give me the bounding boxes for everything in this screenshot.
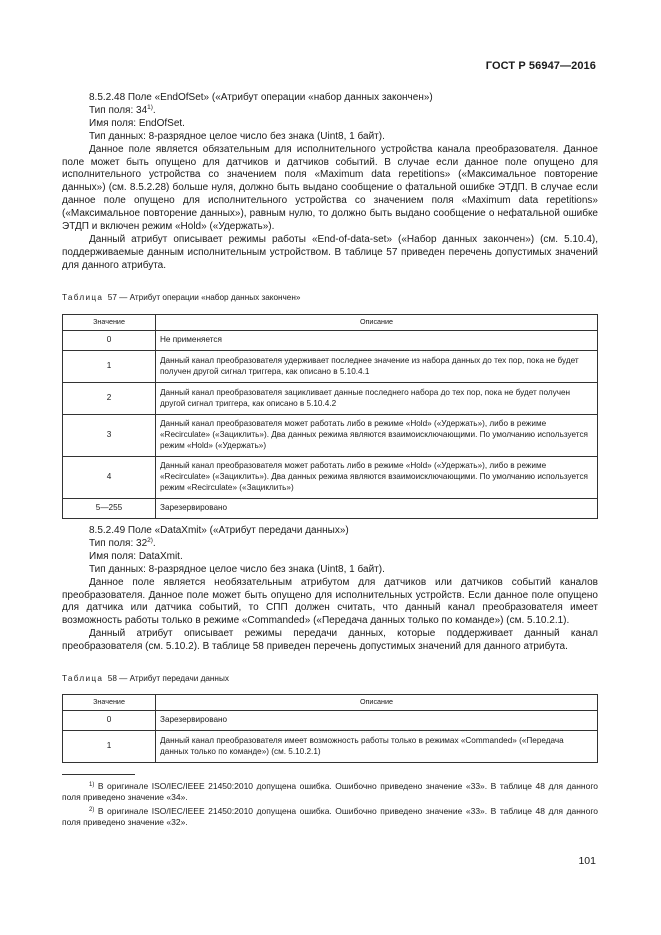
cell-value: 0 (63, 711, 156, 731)
cell-description: Зарезервировано (156, 711, 598, 731)
cell-value: 0 (63, 331, 156, 351)
paragraph: Данное поле является обязательным для исполнительного устройства канала преобразователя. Данное поле может быть опущено для датчиков и датчиков событий. В случае если данное поле опущено для исполнительного устройства со значением поля «Maximum data repetitions» («Максимальное повторение данных») (см. 8.5.2.28) больше нуля, должно быть выдано сообщение о фатальной ошибке ЭТДП. В случае если данное поле опущено для исполнительного устройства со значением поля «Maximum data repetitions» («Максимальное повторение данных»), равным нулю, то должно быть выдано сообщение о нефатальной ошибке ЭТДП и включен режим «Hold» («Удержать»). (62, 143, 598, 233)
column-header-description: Описание (156, 315, 598, 331)
table-57-caption: Таблица 57 — Атрибут операции «набор данных закончен» (62, 293, 301, 302)
footnote-ref: 2) (147, 536, 153, 544)
cell-description: Данный канал преобразователя зацикливает данные последнего набора до тех пор, пока не будет получен другой сигнал триггера, как описано в 5.10.4.2 (156, 383, 598, 415)
cell-value: 1 (63, 731, 156, 763)
table-row (63, 711, 598, 731)
column-header-value: Значение (63, 695, 156, 711)
cell-value: 5—255 (63, 499, 156, 519)
section-heading: 8.5.2.49 Поле «DataXmit» («Атрибут передачи данных») (89, 525, 349, 536)
cell-value: 1 (63, 351, 156, 383)
table-row (63, 351, 598, 383)
field-name: Имя поля: EndOfSet. (89, 117, 185, 129)
page-number: 101 (578, 855, 596, 867)
table-row (63, 457, 598, 499)
table-row (63, 499, 598, 519)
table-58-caption: Таблица 58 — Атрибут передачи данных (62, 674, 229, 683)
cell-description: Данный канал преобразователя имеет возможность работы только в режимах «Commanded» («Передача данных только по команде») (см. 5.10.2.1) (156, 731, 598, 763)
field-data-type: Тип данных: 8-разрядное целое число без знака (Uint8, 1 байт). (89, 563, 385, 575)
cell-description: Данный канал преобразователя может работать либо в режиме «Hold» («Удержать»), либо в режиме «Recirculate» («Зациклить»). Два данных режима являются взаимоисключающими. По умолчанию используется режим «Hold» («Удержать») (156, 415, 598, 457)
cell-value: 4 (63, 457, 156, 499)
cell-description: Зарезервировано (156, 499, 598, 519)
field-type: Тип поля: 32$^{2)}$. (89, 536, 156, 549)
footnotes (62, 781, 598, 828)
table-row (63, 383, 598, 415)
field-data-type: Тип данных: 8-разрядное целое число без знака (Uint8, 1 байт). (89, 130, 385, 142)
table-row (63, 731, 598, 763)
table-58 (62, 694, 598, 763)
column-header-description: Описание (156, 695, 598, 711)
footnote: $^{2)}$ В оригинале ISO/IEC/IEEE 21450:2010 допущена ошибка. Ошибочно приведено значение «33». В таблице 48 для данного поля приведено значение «32». (62, 806, 598, 827)
footnote: $^{1)}$ В оригинале ISO/IEC/IEEE 21450:2010 допущена ошибка. Ошибочно приведено значение «33». В таблице 48 для данного поля приведено значение «34». (62, 781, 598, 802)
cell-description: Данный канал преобразователя удерживает последнее значение из набора данных до тех пор, пока не будет получен другой сигнал триггера, как описано в 5.10.4.1 (156, 351, 598, 383)
table-row (63, 415, 598, 457)
table-57 (62, 314, 598, 519)
cell-value: 3 (63, 415, 156, 457)
column-header-value: Значение (63, 315, 156, 331)
paragraph: Данный атрибут описывает режимы передачи данных, которые поддерживает данный канал преобразователя (см. 5.10.2). В таблице 58 приведен перечень допустимых значений для данного атрибута. (62, 628, 598, 653)
document-code: ГОСТ Р 56947—2016 (485, 60, 596, 72)
footnote-ref: 1) (147, 103, 153, 111)
cell-description: Данный канал преобразователя может работать либо в режиме «Hold» («Удержать»), либо в режиме «Recirculate» («Зациклить»). Два данных режима являются взаимоисключающими. По умолчанию используется режим «Recirculate» («Зациклить») (156, 457, 598, 499)
field-name: Имя поля: DataXmit. (89, 550, 183, 562)
cell-value: 2 (63, 383, 156, 415)
section-heading: 8.5.2.48 Поле «EndOfSet» («Атрибут операции «набор данных закончен») (89, 92, 433, 103)
table-row (63, 331, 598, 351)
paragraph: Данное поле является необязательным атрибутом для датчиков или датчиков событий каналов преобразователя. Данное поле может быть опущено для исполнительных устройств. Если данное поле опущено для датчика или датчика событий, то СПП должен считать, что данный канал преобразователя имеет возможность работы только в режиме «Commanded» («Передача данных только по команде») (см. 5.10.2.1). (62, 576, 598, 627)
section-8-5-2-48 (62, 92, 598, 273)
footnote-separator (62, 774, 135, 775)
paragraph: Данный атрибут описывает режимы работы «End-of-data-set» («Набор данных закончен») (см. 5.10.4), поддерживаемые данным исполнительным устройством. В таблице 57 приведен перечень допустимых значений для данного атрибута. (62, 233, 598, 271)
cell-description: Не применяется (156, 331, 598, 351)
field-type: Тип поля: 34$^{1)}$. (89, 103, 156, 116)
section-8-5-2-49 (62, 525, 598, 654)
